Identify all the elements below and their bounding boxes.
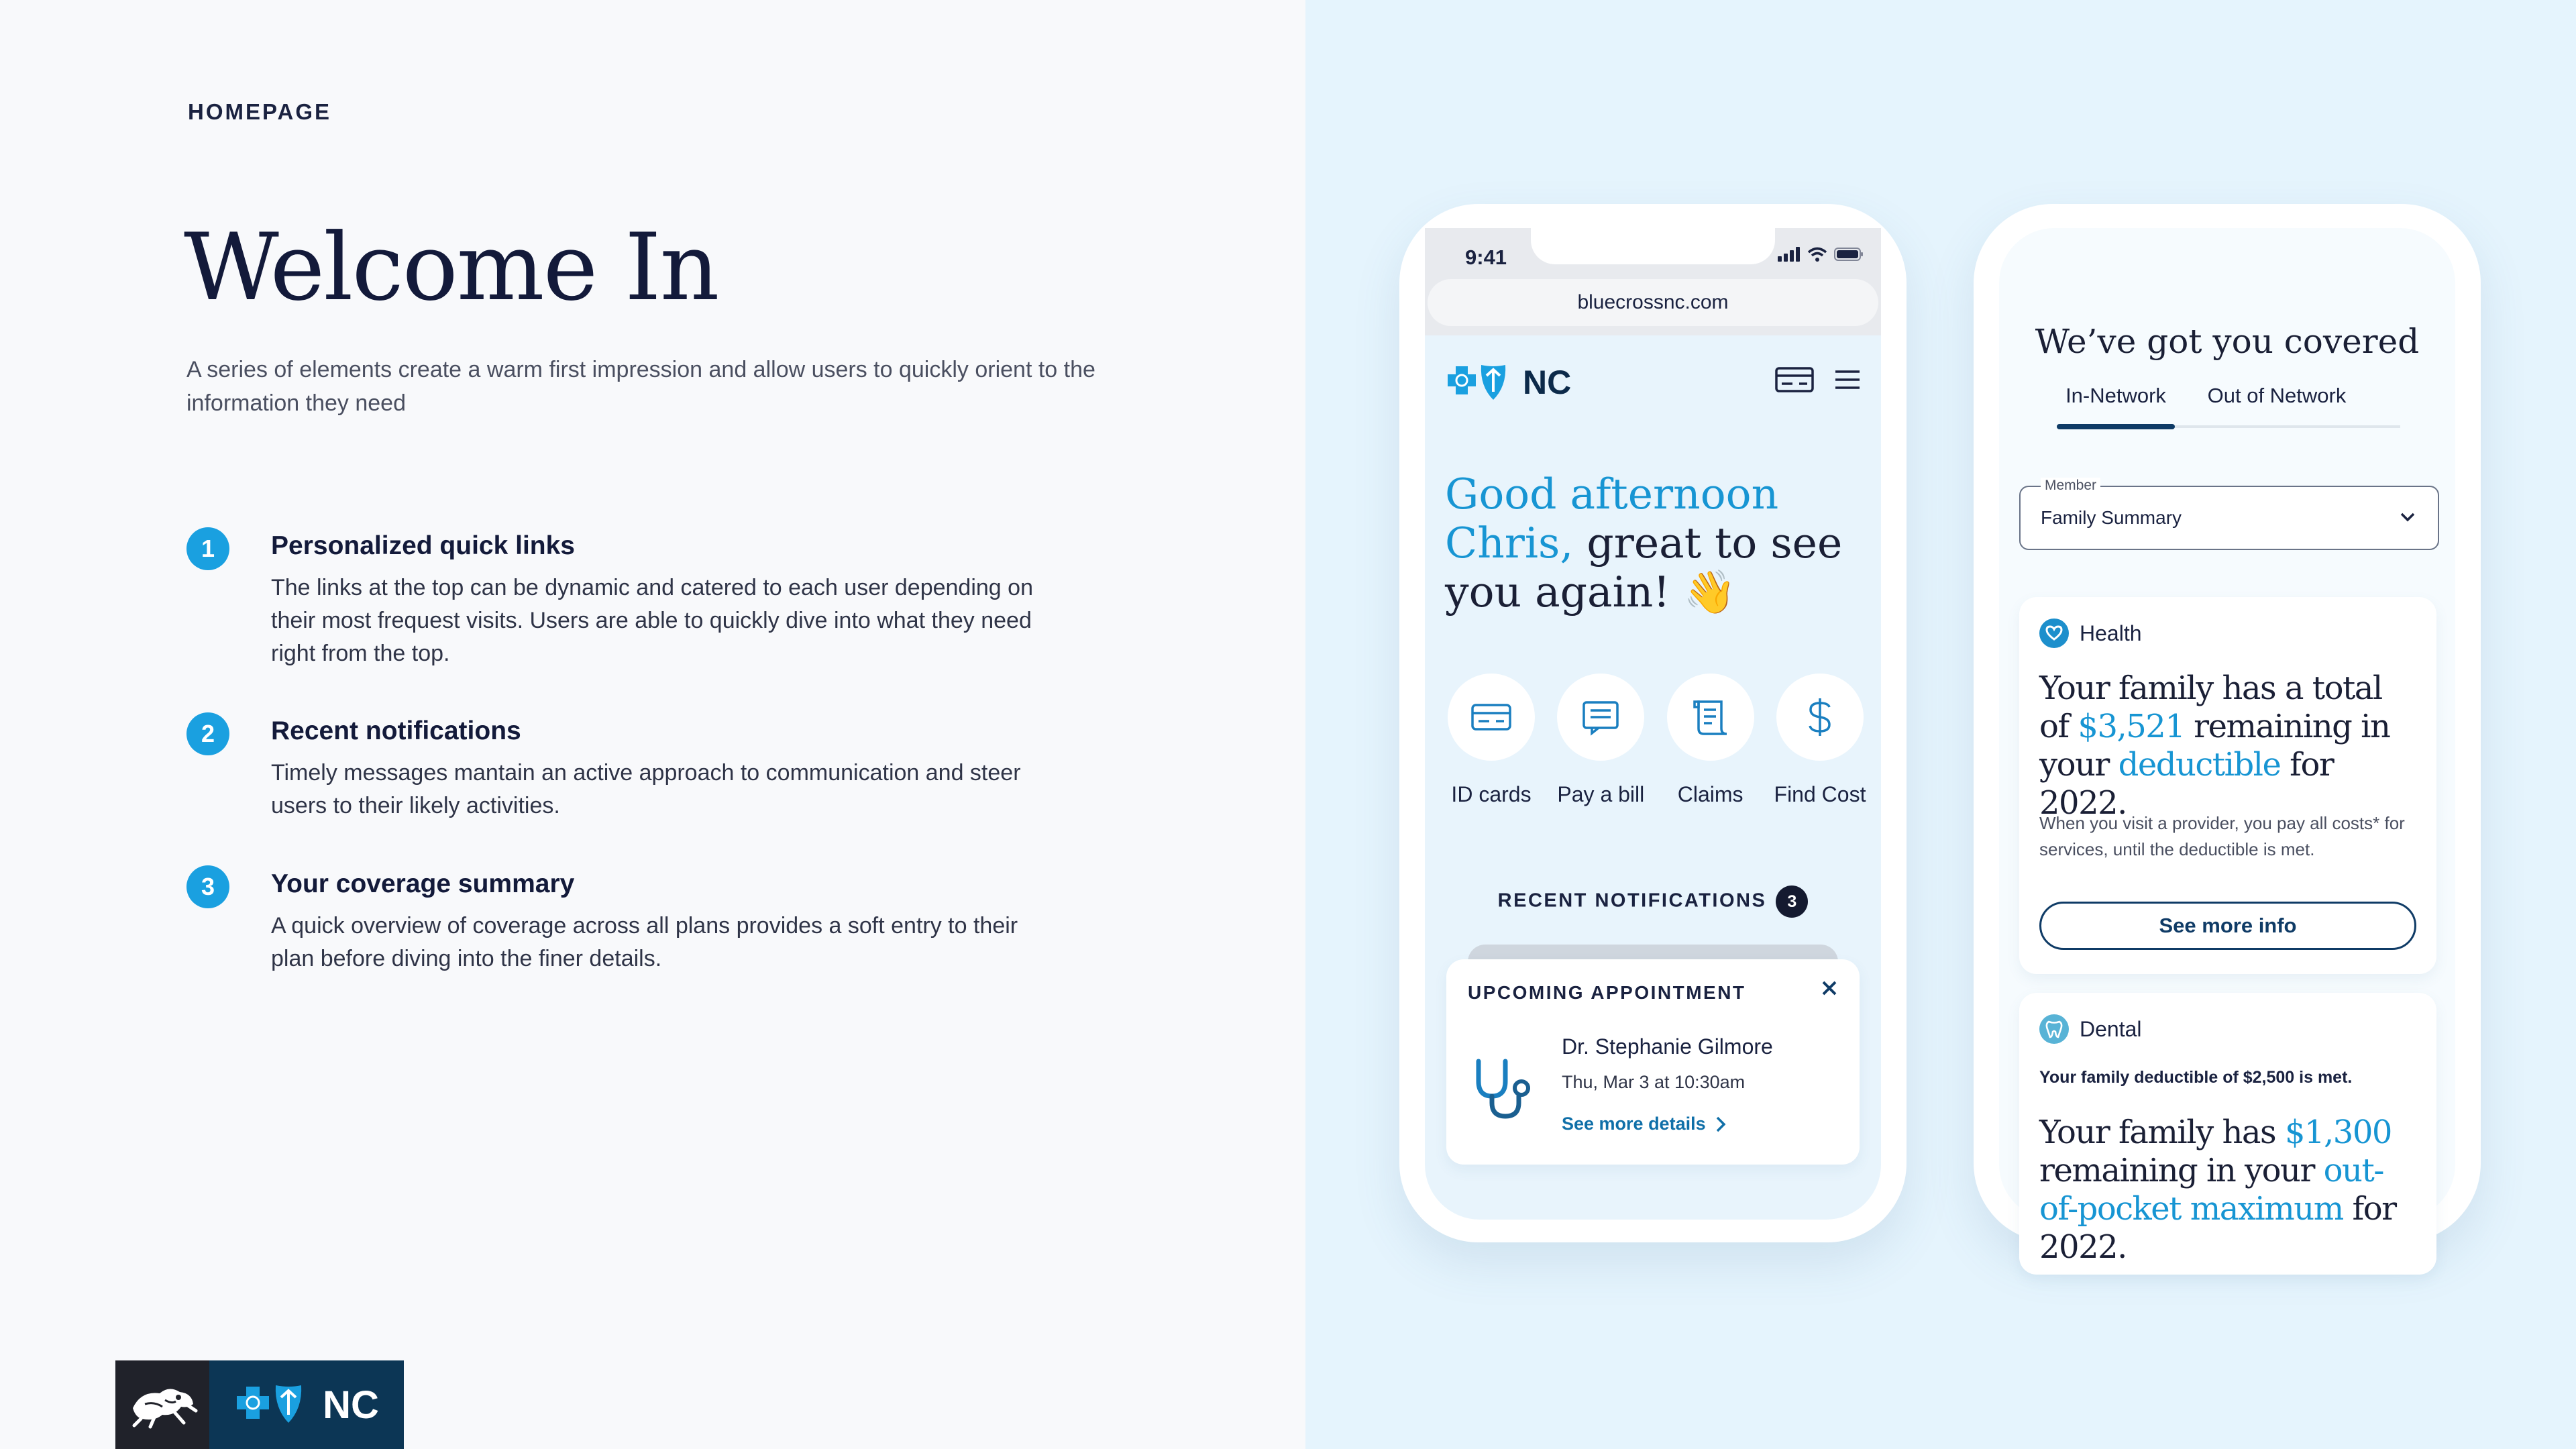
cross-shield-icon: [1445, 362, 1515, 402]
greeting: [1445, 470, 1847, 616]
status-time: 9:41: [1465, 246, 1507, 269]
greeting-salutation: Good afternoon: [1445, 470, 1779, 519]
bcbs-logo: [209, 1360, 404, 1449]
quick-link-id-cards[interactable]: [1441, 674, 1542, 807]
stethoscope-icon: [1470, 1059, 1538, 1120]
dollar-icon: [1805, 696, 1835, 738]
page-title: Welcome In: [184, 213, 718, 321]
card-header: [2039, 1014, 2142, 1044]
quick-link-label: ID cards: [1451, 782, 1532, 806]
battery-icon: [1834, 247, 1864, 262]
section-eyebrow: HOMEPAGE: [188, 99, 332, 124]
feature-body: The links at the top can be dynamic and catered to each user depending on their most frequest visits. Users are able to quickly dive into what they need right from the top.: [271, 575, 1033, 666]
cross-shield-icon: [234, 1381, 315, 1428]
notifications-label: RECENT NOTIFICATIONS: [1497, 890, 1767, 912]
chevron-down-icon: [2398, 507, 2418, 527]
quick-links: [1441, 674, 1870, 807]
recent-notifications-header[interactable]: [1425, 885, 1881, 918]
brand-nc-text: NC: [1523, 364, 1572, 401]
see-more-info-button[interactable]: See more info: [2039, 902, 2416, 950]
tab-in-network[interactable]: In-Network: [2065, 384, 2166, 407]
quick-link-label: Claims: [1677, 782, 1743, 806]
member-select-label: Member: [2041, 478, 2100, 494]
oop-max-term: out-of-pocket maximum: [2039, 1152, 2383, 1228]
brand-logo[interactable]: [1445, 362, 1571, 402]
frog-logo-icon: [115, 1360, 209, 1449]
appointment-time: Thu, Mar 3 at 10:30am: [1562, 1072, 1746, 1092]
feature-title: Your coverage summary: [271, 869, 575, 898]
feature-title: Personalized quick links: [271, 531, 575, 560]
deductible-note: When you visit a provider, you pay all costs* for services, until the deductible is met.: [2039, 813, 2405, 859]
browser-bar: [1425, 272, 1881, 335]
greeting-name: Chris,: [1445, 519, 1574, 568]
footer-logo: [115, 1360, 404, 1449]
close-icon[interactable]: [1819, 978, 1839, 998]
quick-link-label: Find Cost: [1774, 782, 1866, 806]
link-label: See more details: [1562, 1114, 1706, 1134]
quick-link-find-cost[interactable]: [1770, 674, 1870, 807]
network-tabs: [2057, 384, 2400, 432]
menu-icon[interactable]: [1834, 366, 1861, 393]
greeting-message: great to see you again! 👋: [1445, 519, 1843, 616]
member-select-value: Family Summary: [2041, 507, 2182, 528]
signal-icon: [1778, 247, 1801, 262]
remaining-amount: $3,521: [2078, 708, 2185, 745]
card-header: [2039, 619, 2142, 648]
quick-link-label: Pay a bill: [1557, 782, 1645, 806]
feature-item: [186, 712, 1072, 860]
see-more-details-link[interactable]: [1562, 1114, 1726, 1134]
quick-link-claims[interactable]: [1660, 674, 1761, 807]
bill-icon: [1581, 700, 1620, 735]
intro-text: A series of elements create a warm first impression and allow users to quickly orient to the information they need: [186, 357, 1095, 416]
member-select[interactable]: [2019, 478, 2439, 550]
feature-number: 1: [186, 527, 229, 570]
tab-active-indicator: [2057, 424, 2175, 429]
app-header: [1425, 335, 1881, 416]
phone-screen: [1425, 228, 1881, 1220]
remaining-amount: $1,300: [2284, 1114, 2392, 1151]
deductible-summary: Your family has a total of $3,521 remaining in your deductible for 2022.: [2039, 669, 2390, 822]
card-label: Health: [2080, 621, 2142, 645]
dental-coverage-card: [2019, 993, 2436, 1275]
feature-body: Timely messages mantain an active approach to communication and steer users to their likely activities.: [271, 760, 1021, 818]
feature-item: [186, 865, 1072, 1013]
quick-link-pay-bill[interactable]: [1550, 674, 1651, 807]
logo-nc-text: NC: [323, 1383, 379, 1427]
feature-item: [186, 527, 1072, 675]
dental-deductible-note: Your family deductible of $2,500 is met.: [2039, 1068, 2353, 1087]
chevron-right-icon: [1715, 1116, 1726, 1133]
appointment-card[interactable]: [1446, 959, 1860, 1165]
deductible-term: deductible: [2118, 746, 2281, 784]
url-field[interactable]: bluecrossnc.com: [1428, 279, 1878, 326]
coverage-title: We’ve got you covered: [2035, 322, 2420, 361]
id-card-icon[interactable]: [1775, 366, 1814, 393]
right-panel: [1305, 0, 2576, 1449]
doctor-name: Dr. Stephanie Gilmore: [1562, 1034, 1773, 1059]
feature-number: 2: [186, 712, 229, 755]
feature-title: Recent notifications: [271, 716, 521, 745]
phone-notch: [1531, 225, 1775, 264]
tooth-icon: [2039, 1014, 2069, 1044]
appointment-title: UPCOMING APPOINTMENT: [1468, 982, 1746, 1003]
tab-out-of-network[interactable]: Out of Network: [2207, 384, 2347, 407]
status-icons: [1778, 247, 1864, 262]
feature-body: A quick overview of coverage across all plans provides a soft entry to their plan before diving into the finer details.: [271, 913, 1018, 971]
claims-icon: [1692, 698, 1729, 737]
heart-icon: [2039, 619, 2069, 648]
out-of-pocket-summary: Your family has $1,300 remaining in your out-of-pocket maximum for 2022.: [2039, 1114, 2396, 1266]
id-card-icon: [1470, 702, 1512, 733]
wifi-icon: [1807, 247, 1827, 262]
notification-count-badge: 3: [1776, 885, 1808, 918]
phone-coverage: [1974, 204, 2481, 1266]
health-coverage-card: [2019, 597, 2436, 974]
card-label: Dental: [2080, 1016, 2142, 1041]
phone-screen: [1999, 228, 2455, 1266]
header-actions: [1775, 366, 1861, 393]
phone-homepage: [1399, 204, 1907, 1242]
feature-number: 3: [186, 865, 229, 908]
